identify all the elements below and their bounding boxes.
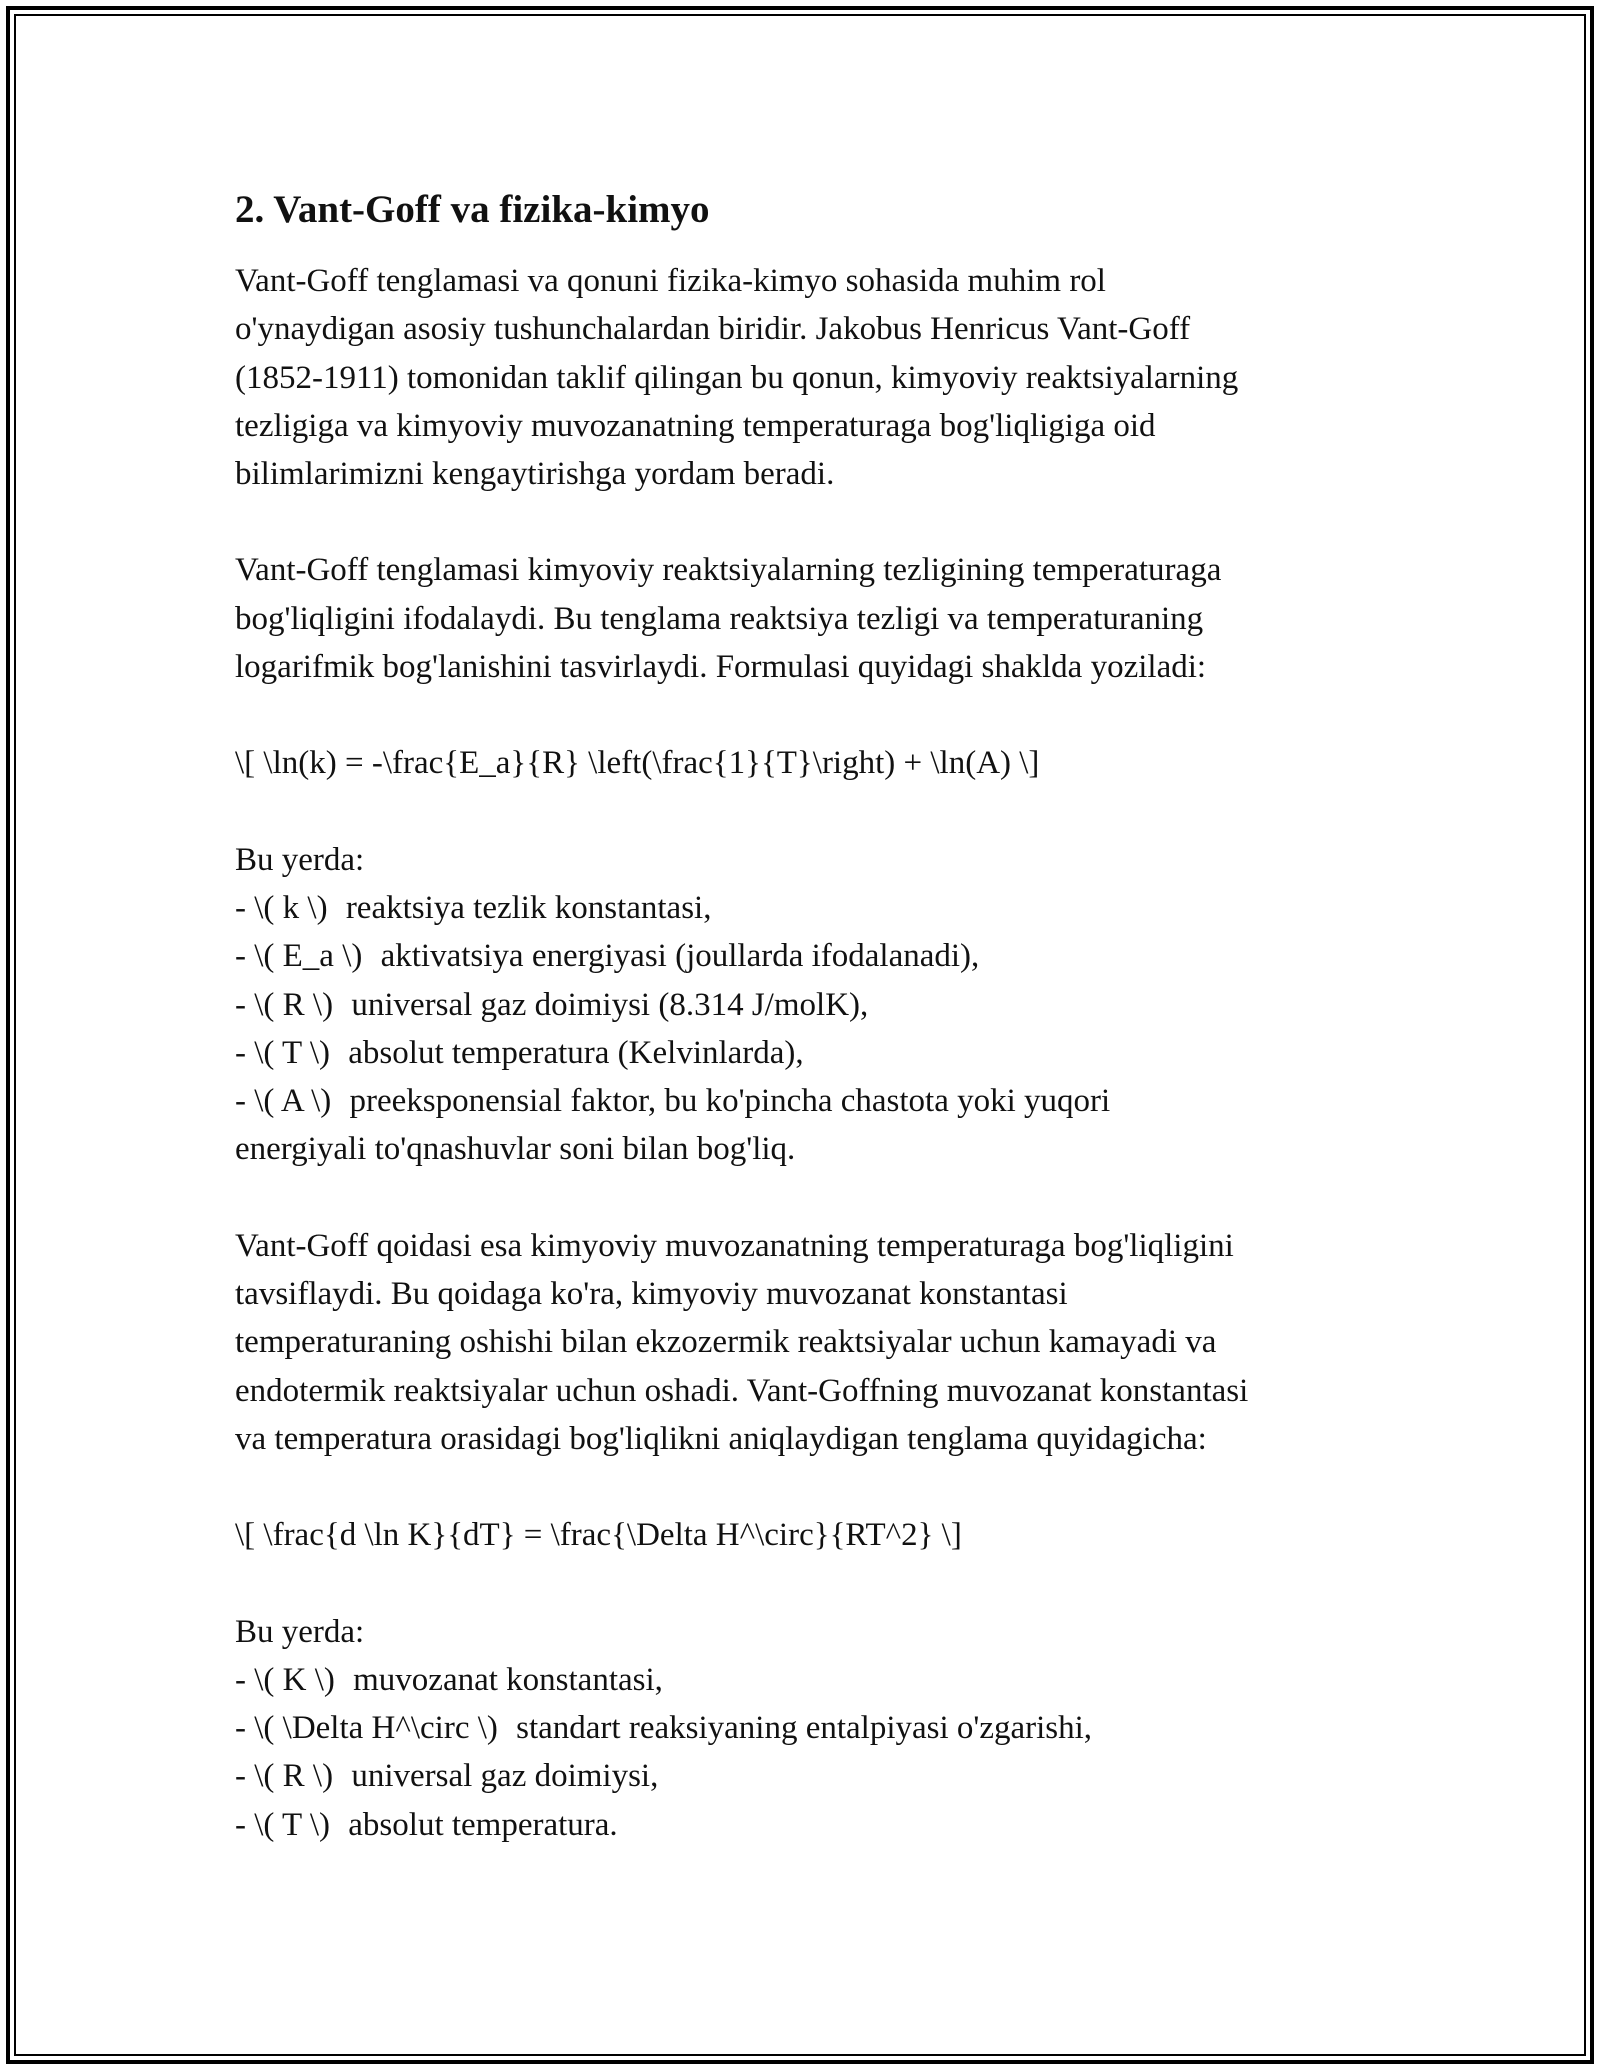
text-line: bog'liqligini ifodalaydi. Bu tenglama reaktsiya tezligi va temperaturaning xyxy=(235,600,1204,637)
symbol: - \( A \) xyxy=(235,1083,332,1120)
definition: universal gaz doimiysi, xyxy=(351,1758,659,1795)
symbol: - \( k \) xyxy=(235,889,328,926)
list-item xyxy=(235,981,1385,1029)
definition: universal gaz doimiysi (8.314 J/molK), xyxy=(351,986,869,1023)
definition: standart reaksiyaning entalpiyasi o'zgarishi, xyxy=(516,1710,1093,1747)
symbol: - \( R \) xyxy=(235,986,334,1023)
symbol: - \( K \) xyxy=(235,1661,335,1698)
list-item xyxy=(235,884,1385,932)
text-line: Vant-Goff tenglamasi va qonuni fizika-kimyo sohasida muhim rol xyxy=(235,263,1106,299)
text-line: Vant-Goff qoidasi esa kimyoviy muvozanatning temperaturaga bog'liqligini xyxy=(235,1227,1234,1264)
text-line: temperaturaning oshishi bilan ekzozermik reaktsiyalar uchun kamayadi va xyxy=(235,1324,1217,1361)
list-item xyxy=(235,1704,1385,1752)
paragraph-equation-intro xyxy=(235,546,1385,691)
list-item xyxy=(235,1029,1385,1077)
formula-vant-hoff: \[ \frac{d \ln K}{dT} = \frac{\Delta H^\circ}{RT^2} \] xyxy=(235,1517,962,1554)
symbol: - \( T \) xyxy=(235,1806,331,1843)
text-line: tezligiga va kimyoviy muvozanatning temperaturaga bog'liqligiga oid xyxy=(235,407,1156,444)
text-line: endotermik reaktsiyalar uchun oshadi. Vant-Goffning muvozanat konstantasi xyxy=(235,1372,1249,1409)
definition: muvozanat konstantasi, xyxy=(353,1661,663,1698)
section-heading: 2. Vant-Goff va fizika-kimyo xyxy=(235,188,710,231)
text-line: tavsiflaydi. Bu qoidaga ko'ra, kimyoviy muvozanat konstantasi xyxy=(235,1276,1068,1313)
definitions-list-1 xyxy=(235,836,1385,1174)
list-item-continuation: energiyali to'qnashuvlar soni bilan bog'liq. xyxy=(235,1131,796,1168)
text-line: Vant-Goff tenglamasi kimyoviy reaktsiyalarning tezligining temperaturaga xyxy=(235,552,1222,589)
symbol: - \( T \) xyxy=(235,1034,331,1071)
list-item xyxy=(235,1077,1385,1125)
definitions-list-2 xyxy=(235,1608,1385,1849)
symbol: - \( E_a \) xyxy=(235,938,363,975)
text-line: o'ynaydigan asosiy tushunchalardan biridir. Jakobus Henricus Vant-Goff xyxy=(235,311,1191,348)
symbol: - \( R \) xyxy=(235,1758,334,1795)
list-item xyxy=(235,932,1385,980)
paragraph-rule xyxy=(235,1222,1385,1463)
text-line: logarifmik bog'lanishini tasvirlaydi. Formulasi quyidagi shakldа yoziladi: xyxy=(235,649,1207,686)
paragraph-intro xyxy=(235,257,1385,498)
definition: aktivatsiya energiyasi (joullarda ifodalanadi), xyxy=(380,938,980,975)
list-item xyxy=(235,1801,1385,1849)
definition: preeksponensial faktor, bu ko'pincha chastota yoki yuqori xyxy=(349,1083,1111,1120)
list-item xyxy=(235,1752,1385,1800)
document-body xyxy=(235,186,1385,1897)
list-intro: Bu yerda: xyxy=(235,1613,365,1650)
definition: absolut temperatura. xyxy=(348,1806,618,1843)
definition: reaktsiya tezlik konstantasi, xyxy=(345,889,712,926)
symbol: - \( \Delta H^\circ \) xyxy=(235,1710,498,1747)
definition: absolut temperatura (Kelvinlarda), xyxy=(348,1034,804,1071)
text-line: va temperatura orasidagi bog'liqlikni aniqlaydigan tenglama quyidagicha: xyxy=(235,1420,1207,1457)
text-line: (1852-1911) tomonidan taklif qilingan bu qonun, kimyoviy reaktsiyalarning xyxy=(235,359,1239,396)
formula-arrhenius: \[ \ln(k) = -\frac{E_a}{R} \left(\frac{1}{T}\right) + \ln(A) \] xyxy=(235,745,1040,782)
list-intro: Bu yerda: xyxy=(235,841,365,878)
text-line: bilimlarimizni kengaytirishga yordam beradi. xyxy=(235,456,835,493)
list-item xyxy=(235,1656,1385,1704)
